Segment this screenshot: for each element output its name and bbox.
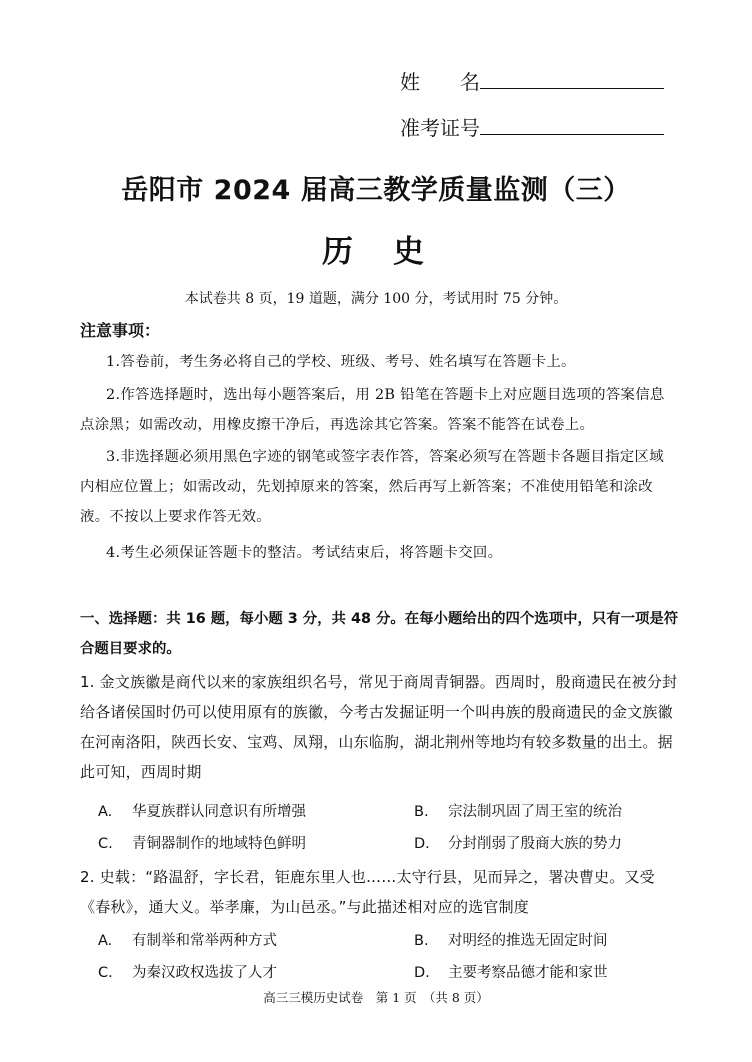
subject-title: 历史 xyxy=(322,234,464,270)
q2-option-d xyxy=(414,961,608,982)
option-text: 分封削弱了殷商大族的势力 xyxy=(448,836,622,852)
name-label: 姓 名 xyxy=(400,70,480,94)
section-heading xyxy=(80,604,680,664)
option-text: 为秦汉政权选拔了人才 xyxy=(132,965,277,981)
option-text: 华夏族群认同意识有所增强 xyxy=(132,804,306,820)
option-text: 主要考察品德才能和家世 xyxy=(448,965,608,981)
q1-option-a xyxy=(98,800,306,821)
q2-option-c xyxy=(98,961,277,982)
question-1-stem: 1. 金文族徽是商代以来的家族组织名号，常见于商周青铜器。西周时，殷商遗民在被分封给各诸侯国时仍可以使用原有的族徽，今考古发掘证明一个叫冉族的殷商遗民的金文族徽在河南洛阳，陕西长安、宝鸡、凤翔，山东临朐，湖北荆州等地均有较多数量的出土。据此可知，西周时期 xyxy=(80,673,678,781)
option-letter: A. xyxy=(98,804,113,820)
section-heading-text: 一、选择题：共 16 题，每小题 3 分，共 48 分。在每小题给出的四个选项中，只有一项是符合题目要求的。 xyxy=(80,611,679,657)
option-text: 对明经的推选无固定时间 xyxy=(448,933,608,949)
name-field xyxy=(400,66,664,95)
exam-id-underline xyxy=(480,116,664,135)
exam-id-field xyxy=(400,112,664,141)
notes-heading: 注意事项： xyxy=(80,321,161,340)
q1-option-b xyxy=(414,800,622,821)
q2-option-b xyxy=(414,929,608,950)
question-2-stem: 2. 史载：“路温舒，字长君，钜鹿东里人也……太守行县，见而异之，署决曹史。又受《春秋》，通大义。举孝廉，为山邑丞。”与此描述相对应的选官制度 xyxy=(80,868,655,916)
exam-id-label: 准考证号 xyxy=(400,116,480,140)
option-letter: C. xyxy=(98,836,113,852)
option-letter: B. xyxy=(414,804,429,820)
note-item-1: 1.答卷前，考生务必将自己的学校、班级、考号、姓名填写在答题卡上。 xyxy=(106,354,576,370)
name-underline xyxy=(480,70,664,89)
q1-option-d xyxy=(414,832,622,853)
option-letter: C. xyxy=(98,965,113,981)
q2-option-a xyxy=(98,929,277,950)
option-text: 宗法制巩固了周王室的统治 xyxy=(448,804,622,820)
note-item-4: 4.考生必须保证答题卡的整洁。考试结束后，将答题卡交回。 xyxy=(106,545,503,561)
page-footer: 高三三模历史试卷 第 1 页 （共 8 页） xyxy=(263,990,489,1005)
exam-info: 本试卷共 8 页，19 道题，满分 100 分，考试用时 75 分钟。 xyxy=(184,291,568,307)
option-letter: D. xyxy=(414,965,430,981)
option-letter: A. xyxy=(98,933,113,949)
option-letter: D. xyxy=(414,836,430,852)
note-item-2: 2.作答选择题时，选出每小题答案后，用 2B 铅笔在答题卡上对应题目选项的答案信息点涂黑；如需改动，用橡皮擦干净后，再选涂其它答案。答案不能答在试卷上。 xyxy=(80,387,665,433)
note-item-3: 3.非选择题必须用黑色字迹的钢笔或签字表作答，答案必须写在答题卡各题目指定区域内相应位置上；如需改动，先划掉原来的答案，然后再写上新答案；不准使用铅笔和涂改液。不按以上要求作答无效。 xyxy=(80,449,664,525)
option-letter: B. xyxy=(414,933,429,949)
q1-option-c xyxy=(98,832,306,853)
option-text: 青铜器制作的地域特色鲜明 xyxy=(132,836,306,852)
option-text: 有制举和常举两种方式 xyxy=(132,933,277,949)
exam-title: 岳阳市 2024 届高三教学质量监测（三） xyxy=(121,175,631,206)
